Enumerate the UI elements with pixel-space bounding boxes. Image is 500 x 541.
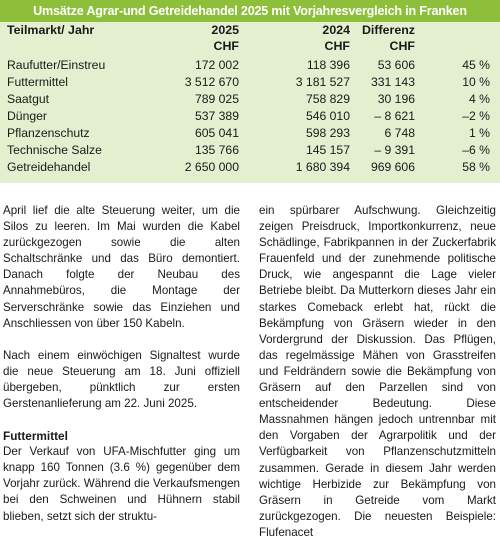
- row-pct: 4 %: [468, 92, 490, 106]
- row-2024: 118 396: [306, 58, 350, 72]
- row-2025: 172 002: [194, 58, 239, 72]
- row-2025: 3 512 670: [184, 75, 239, 89]
- row-2024: 546 010: [305, 109, 350, 123]
- row-label: Futtermittel: [7, 75, 68, 89]
- section-heading: Futtermittel: [3, 429, 68, 444]
- table-row: [0, 57, 500, 74]
- row-2025: 135 766: [194, 143, 239, 157]
- row-label: Pflanzenschutz: [7, 126, 90, 140]
- row-label: Raufutter/Einstreu: [7, 58, 106, 72]
- row-2025: 2 650 000: [184, 160, 239, 174]
- table-row: [0, 125, 500, 142]
- row-2025: 605 041: [194, 126, 239, 140]
- header-2025: 2025: [211, 23, 239, 37]
- sales-table: [0, 0, 500, 183]
- table-row: [0, 142, 500, 159]
- row-diff: 969 606: [370, 160, 415, 174]
- paragraph: ein spürbarer Aufschwung. Gleichzeitig zeigen Preisdruck, Importkonkurrenz, neue Schädlinge, Fabrikpannen in der Zuckerfabrik Frauenfeld und der zunehmende politische Druck, wie angespannt die Lage vieler Betriebe bleibt. Da Mutterkorn dieses Jahr ein starkes Comeback erlebt hat, rückt die Bekämpfung von Gräsern wieder in den Vordergrund der Diskussion. Das Pflügen, das regelmässige Mähen von Grasstreifen und Feldrändern sowie die Bekämpfung von Gräsern auf den Parzellen sind von entscheidender Bedeutung. Diese Massnahmen hängen jedoch untrennbar mit den Vorgaben der Agrarpolitik und der Verfügbarkeit von Pflanzenschutzmitteln zusammen. Gerade in diesem Jahr werden wichtige Herbizide zur Bekämpfung von Gräsern in Getreide vom Markt zurückgezogen. Die neuesten Beispiele: Flufenacet: [259, 204, 496, 539]
- row-diff: 6 748: [384, 126, 415, 140]
- row-pct: 45 %: [462, 58, 490, 72]
- header-unit-2025: CHF: [213, 39, 239, 53]
- header-2024: 2024: [322, 23, 350, 37]
- row-diff: – 8 621: [374, 109, 415, 123]
- row-pct: –2 %: [462, 109, 490, 123]
- row-diff: 53 606: [377, 58, 415, 72]
- row-2025: 789 025: [194, 92, 239, 106]
- paragraph: Nach einem einwöchigen Signaltest wurde die neue Steuerung am 18. Juni offiziell übergeben, pünktlich zur ersten Gerstenanlieferung am 22. Juni 2025.: [3, 348, 240, 411]
- row-label: Saatgut: [7, 92, 50, 106]
- header-unit-2024: CHF: [324, 39, 350, 53]
- row-label: Technische Salze: [7, 143, 102, 157]
- left-text-column: [3, 203, 240, 525]
- row-2024: 3 181 527: [295, 75, 350, 89]
- row-2025: 537 389: [194, 109, 239, 123]
- row-diff: 30 196: [377, 92, 415, 106]
- row-pct: 58 %: [462, 160, 490, 174]
- row-2024: 1 680 394: [295, 160, 350, 174]
- row-2024: 145 157: [305, 143, 350, 157]
- table-row: [0, 159, 500, 176]
- table-row: [0, 91, 500, 108]
- table-header: [0, 23, 500, 57]
- row-diff: – 9 391: [374, 143, 415, 157]
- table-title: Umsätze Agrar-und Getreidehandel 2025 mit Vorjahresvergleich in Franken: [0, 0, 500, 22]
- header-unit-diff: CHF: [389, 39, 415, 53]
- row-2024: 758 829: [305, 92, 350, 106]
- row-diff: 331 143: [370, 75, 415, 89]
- row-pct: 1 %: [468, 126, 490, 140]
- row-pct: –6 %: [462, 143, 490, 157]
- paragraph: April lief die alte Steuerung weiter, um die Silos zu leeren. Im Mai wurden die Kabel zurückgezogen sowie die alten Schaltschränke und das Büro demontiert. Danach folgte der Neubau des Annahmebüros, die Montage der Serverschränke sowie das Einziehen und Anschliessen von über 150 Kabeln.: [3, 204, 240, 330]
- table-row: [0, 108, 500, 125]
- row-2024: 598 293: [305, 126, 350, 140]
- row-pct: 10 %: [462, 75, 490, 89]
- table-row: [0, 74, 500, 91]
- header-diff: Differenz: [361, 23, 415, 37]
- header-label: Teilmarkt/ Jahr: [7, 23, 95, 37]
- paragraph: Der Verkauf von UFA-Mischfutter ging um knapp 160 Tonnen (3.6 %) gegenüber dem Vorjahr zurück. Während die Verkaufsmengen bei den Schweinen und Hühnern stabil blieben, setzt sich der struktu-: [3, 445, 240, 523]
- row-label: Getreidehandel: [7, 160, 91, 174]
- right-text-column: [259, 203, 496, 541]
- row-label: Dünger: [7, 109, 47, 123]
